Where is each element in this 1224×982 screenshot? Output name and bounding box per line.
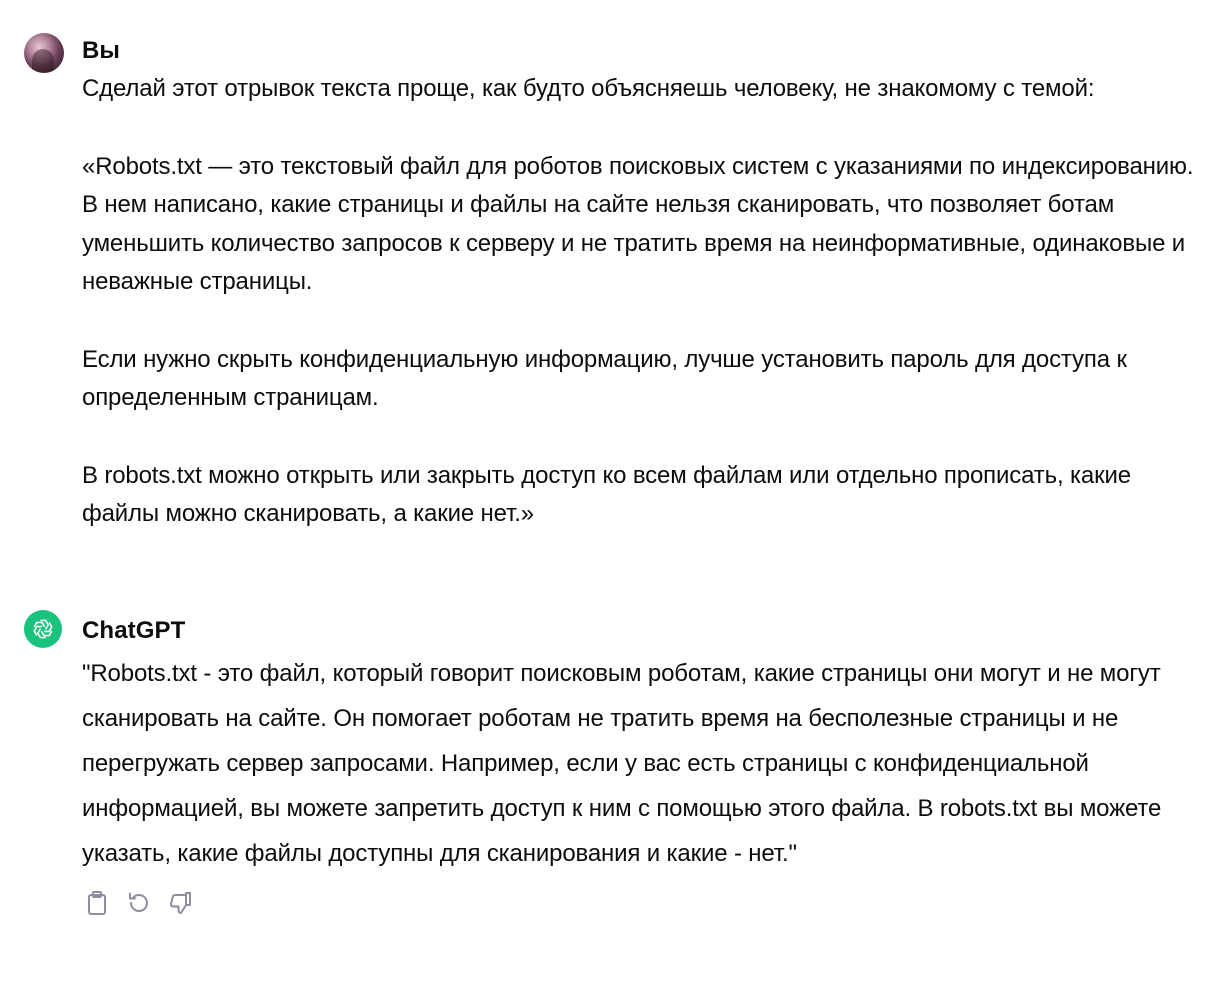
user-paragraph: Если нужно скрыть конфиденциальную информацию, лучше установить пароль для доступа к определенным страницам.: [82, 345, 1127, 411]
user-paragraph: «Robots.txt — это текстовый файл для роботов поисковых систем с указаниями по индексированию. В нем написано, какие страницы и файлы на сайте нельзя сканировать, что позволяет ботам уменьшить количество запросов к серверу и не тратить время на неинформативные, одинаковые и неважные страницы.: [82, 152, 1194, 295]
user-avatar-figure: [32, 49, 54, 73]
user-message-text: [82, 70, 1194, 534]
user-paragraph: В robots.txt можно открыть или закрыть доступ ко всем файлам или отдельно прописать, какие файлы можно сканировать, а какие нет.»: [82, 461, 1131, 527]
user-author-name: Вы: [82, 37, 121, 64]
assistant-message: [0, 534, 1224, 918]
copy-button[interactable]: [82, 888, 112, 918]
thumbs-down-button[interactable]: [166, 888, 196, 918]
regenerate-icon: [126, 890, 152, 916]
clipboard-icon: [85, 890, 109, 916]
thumbs-down-icon: [168, 890, 194, 916]
user-paragraph: Сделай этот отрывок текста проще, как будто объясняешь человеку, не знакомому с темой:: [82, 75, 1095, 102]
assistant-message-text: "Robots.txt - это файл, который говорит поисковым роботам, какие страницы они могут и не могут сканировать на сайте. Он помогает роботам не тратить время на бесполезные страницы и не перегружать сервер запросами. Например, если у вас есть страницы с конфиденциальной информацией, вы можете запретить доступ к ним с помощью этого файла. В robots.txt вы можете указать, какие файлы доступны для сканирования и какие - нет.": [82, 659, 1162, 867]
user-avatar: [24, 33, 64, 73]
assistant-author-name: ChatGPT: [82, 616, 186, 644]
regenerate-button[interactable]: [124, 888, 154, 918]
message-actions: [82, 888, 1194, 918]
